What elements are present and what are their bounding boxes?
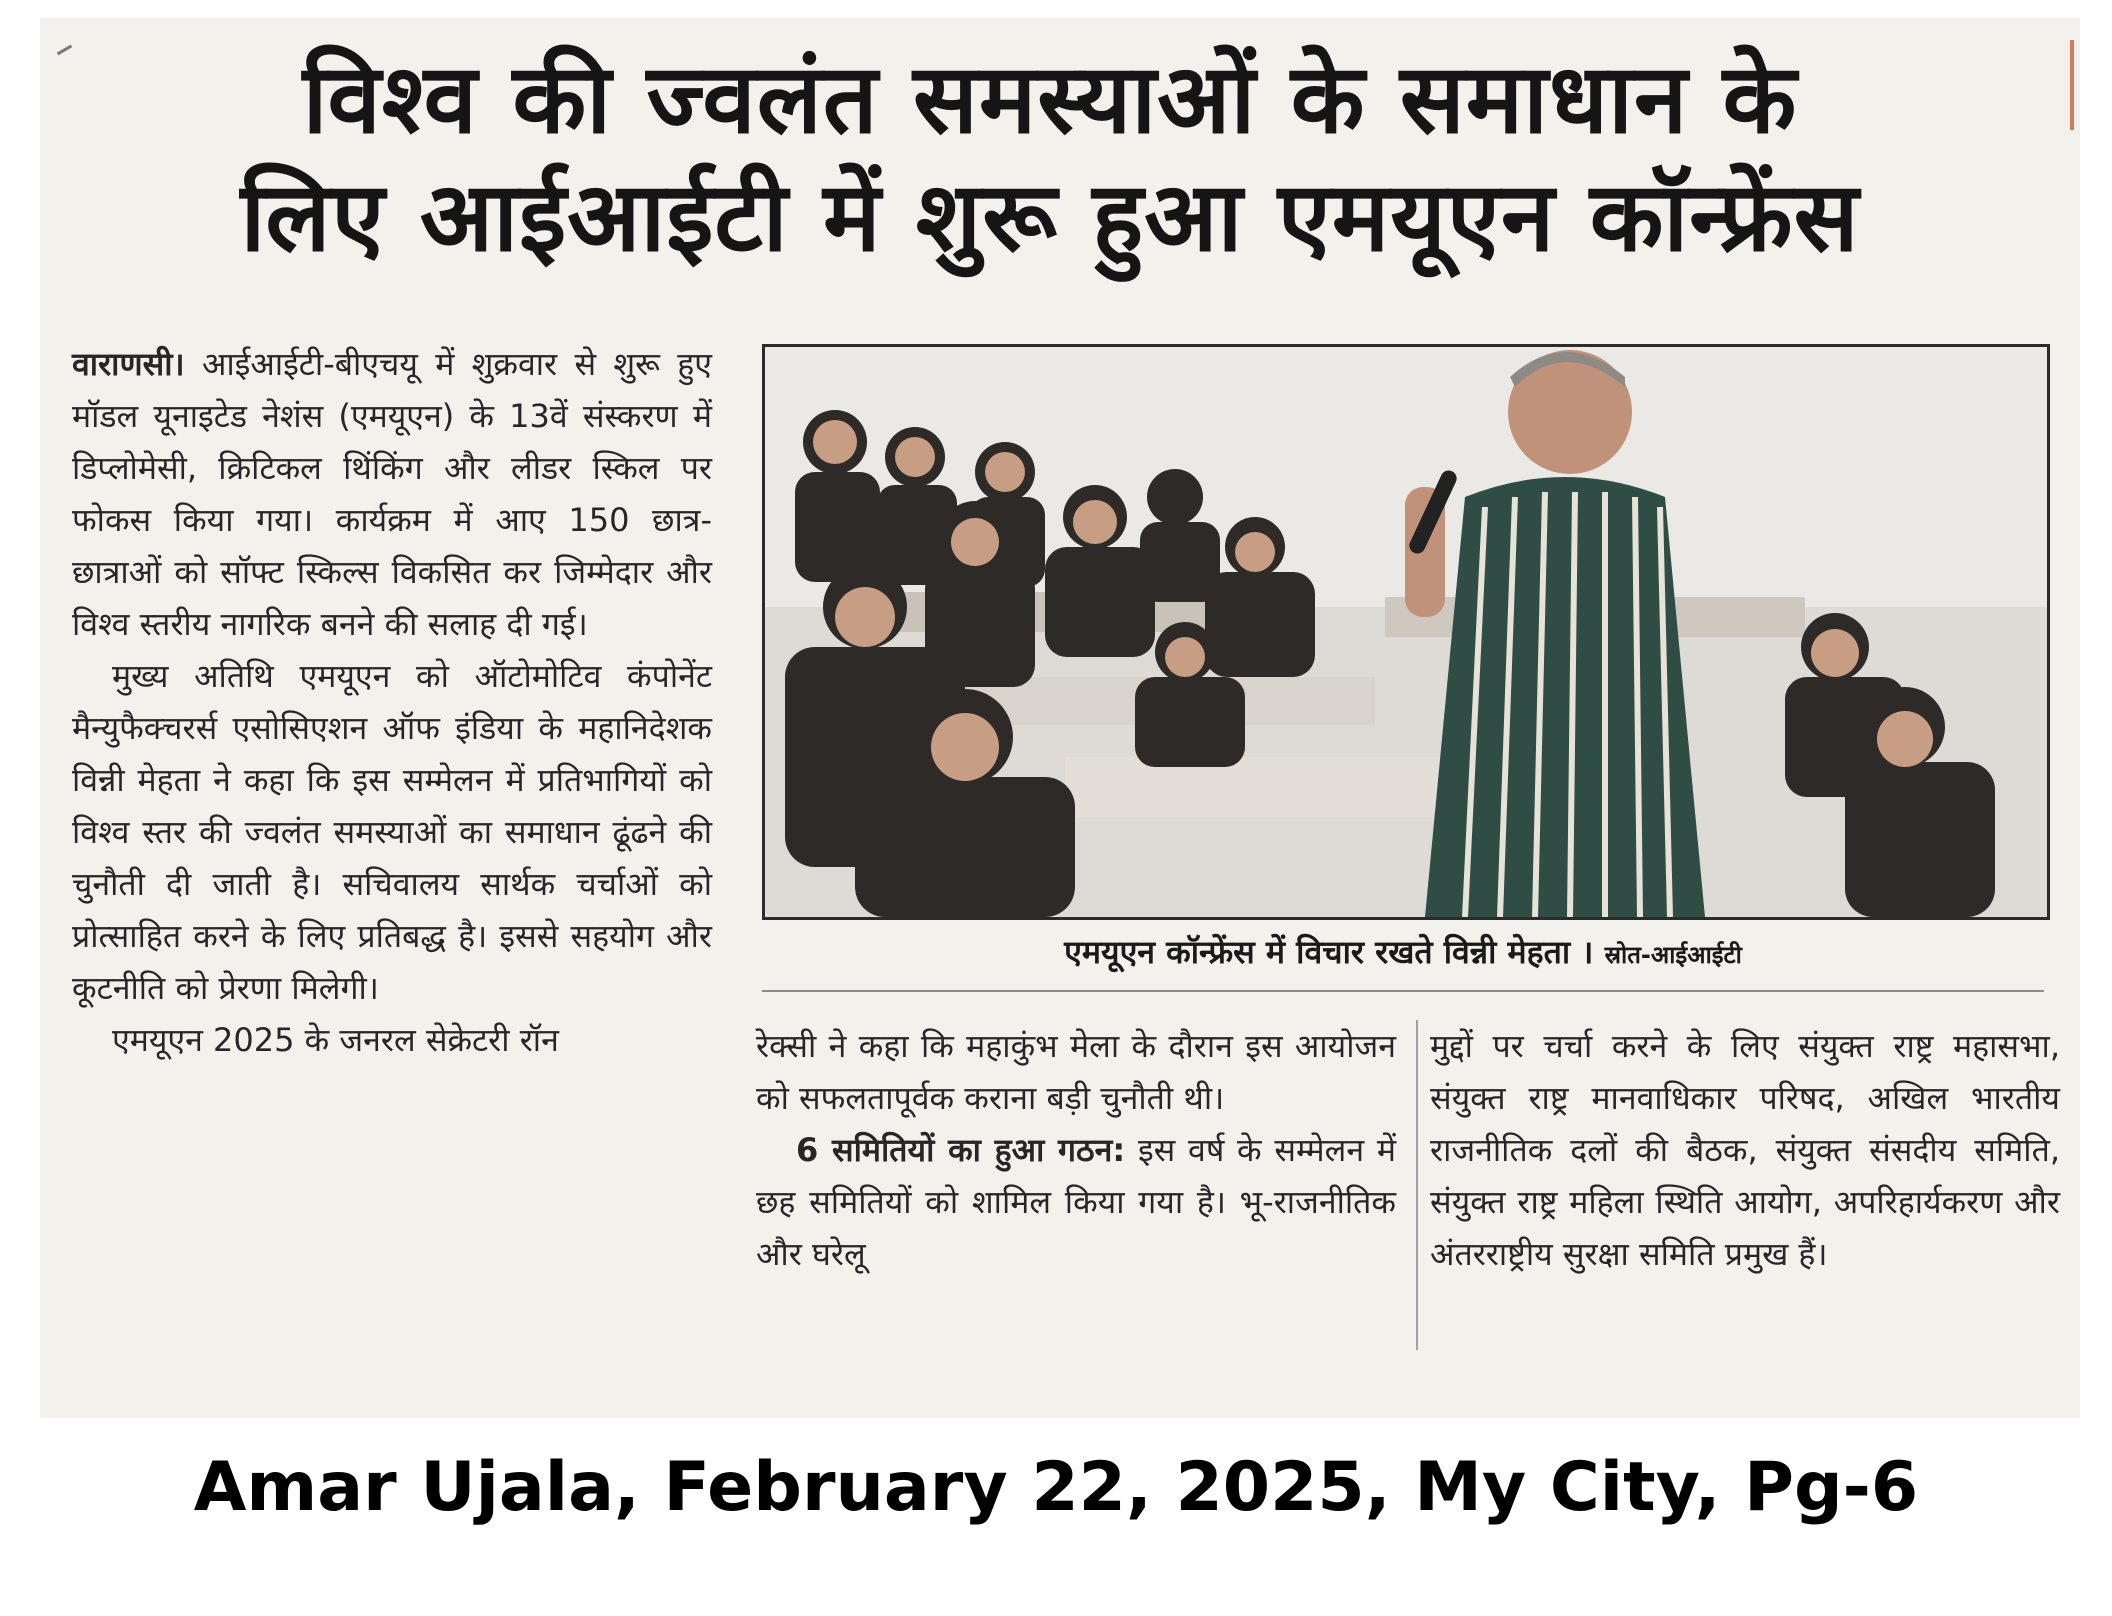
dateline: वाराणसी।	[72, 345, 185, 383]
paragraph-committees	[756, 1124, 1396, 1280]
horizontal-rule	[762, 990, 2044, 992]
article-column-left	[72, 338, 712, 1066]
paragraph-committees-text: इस वर्ष के सम्मेलन में छह समितियों को शामिल किया गया है। भू-राजनीतिक और घरेलू	[756, 1131, 1396, 1273]
source-citation: Amar Ujala, February 22, 2025, My City, Pg-6	[193, 1448, 1919, 1527]
article-column-right	[1430, 1020, 2060, 1280]
headline-line-1: विश्व की ज्वलंत समस्याओं के समाधान के	[302, 43, 1798, 155]
headline-line-2: लिए आईआईटी में शुरू हुआ एमयूएन कॉन्फ्रेंस	[240, 161, 1860, 273]
column-divider	[1416, 1020, 1418, 1350]
scan-edge-mark	[2070, 40, 2074, 130]
paragraph-committee-list: मुद्दों पर चर्चा करने के लिए संयुक्त राष्ट्र महासभा, संयुक्त राष्ट्र मानवाधिकार परिषद, अखिल भारतीय राजनीतिक दलों की बैठक, संयुक्त संसदीय समिति, संयुक्त राष्ट्र महिला स्थिति आयोग, अपरिहार्यकरण और अंतरराष्ट्रीय सुरक्षा समिति प्रमुख हैं।	[1430, 1027, 2060, 1273]
photo-illustration	[765, 347, 2047, 917]
paragraph-chief-guest: मुख्य अतिथि एमयूएन को ऑटोमोटिव कंपोनेंट मैन्युफैक्चरर्स एसोसिएशन ऑफ इंडिया के महानिदेशक विन्नी मेहता ने कहा कि इस सम्मेलन में प्रतिभागियों को विश्व स्तर की ज्वलंत समस्याओं का समाधान ढूंढने की चुनौती दी जाती है। सचिवालय सार्थक चर्चाओं को प्रोत्साहित करने के लिए प्रतिबद्ध है। इससे सहयोग और कूटनीति को प्रेरणा मिलेगी।	[72, 657, 712, 1007]
subhead-committees: 6 समितियों का हुआ गठन:	[796, 1131, 1126, 1169]
photo-credit: स्रोत-आईआईटी	[1604, 941, 1742, 969]
article-column-middle	[756, 1020, 1396, 1280]
paragraph-intro	[72, 338, 712, 650]
paragraph-secretary: एमयूएन 2025 के जनरल सेक्रेटरी रॉन	[112, 1021, 559, 1059]
paragraph-intro-text: आईआईटी-बीएचयू में शुक्रवार से शुरू हुए मॉडल यूनाइटेड नेशंस (एमयूएन) के 13वें संस्करण में डिप्लोमेसी, क्रिटिकल थिंकिंग और लीडर स्किल पर फोकस किया गया। कार्यक्रम में आए 150 छात्र-छात्राओं को सॉफ्ट स्किल्स विकसित कर जिम्मेदार और विश्व स्तरीय नागरिक बनने की सलाह दी गई।	[72, 345, 712, 643]
caption-text: एमयूएन कॉन्फ्रेंस में विचार रखते विन्नी मेहता ।	[1064, 933, 1594, 971]
paragraph-rexy: रेक्सी ने कहा कि महाकुंभ मेला के दौरान इस आयोजन को सफलतापूर्वक कराना बड़ी चुनौती थी।	[756, 1027, 1396, 1117]
headline	[60, 40, 2040, 276]
photo-caption	[762, 930, 2044, 973]
event-photo	[762, 344, 2050, 920]
